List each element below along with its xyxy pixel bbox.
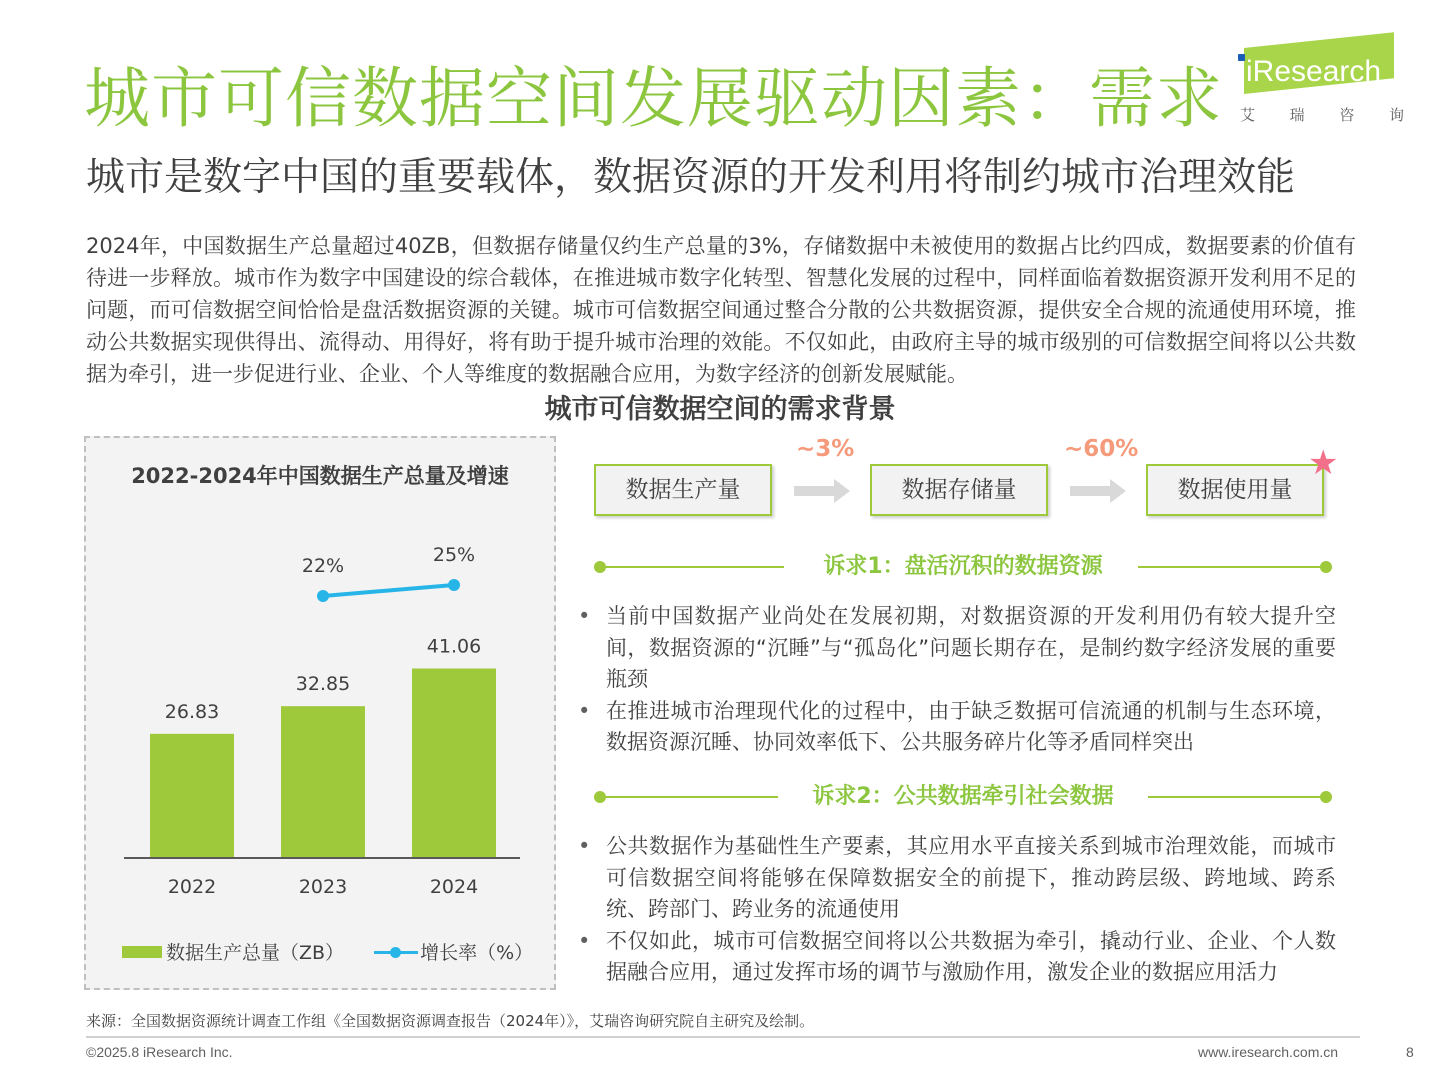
intro-paragraph: 2024年，中国数据生产总量超过40ZB，但数据存储量仅约生产总量的3%，存储数据中未被使用的数据占比约四成，数据要素的价值有待进一步释放。城市作为数字中国建设的综合载体，在推进城市数字化转型、智慧化发展的过程中，同样面临着数据资源开发利用不足的问题，而可信数据空间恰恰是盘活数据资源的关键。城市可信数据空间通过整合分散的公共数据资源，提供安全合规的流通使用环境，推动公共数据实现供得出、流得动、用得好，将有助于提升城市治理的效能。不仅如此，由政府主导的城市级别的可信数据空间将以公共数据为牵引，进一步促进行业、企业、个人等维度的数据融合应用，为数字经济的创新发展赋能。 <box>86 234 1356 386</box>
legend-line-label: 增长率（%） <box>420 942 534 964</box>
right-arrow-icon <box>1070 479 1126 503</box>
flow-box-storage: 数据存储量 <box>870 464 1048 516</box>
x-tick-label: 2023 <box>298 876 348 898</box>
logo-sub-char: 艾 <box>1240 106 1256 124</box>
logo-sub-char: 询 <box>1388 106 1404 124</box>
footer-divider <box>86 1036 1360 1038</box>
bullet-text: 在推进城市治理现代化的过程中，由于缺乏数据可信流通的机制与生态环境，数据资源沉睡、协同效率低下、公共服务碎片化等矛盾同样突出 <box>606 698 1336 754</box>
section1-heading: 诉求1：盘活沉积的数据资源 <box>823 554 1103 579</box>
list-item <box>576 831 1336 926</box>
logo-text: iResearch <box>1246 55 1382 88</box>
bar-value-label: 41.06 <box>426 635 482 658</box>
logo-sub-char: 瑞 <box>1289 106 1305 124</box>
source-note: 来源：全国数据资源统计调查工作组《全国数据资源调查报告（2024年）》，艾瑞咨询研究院自主研究及绘制。 <box>86 1012 815 1030</box>
x-tick-label: 2024 <box>429 876 479 898</box>
chart-title: 2022-2024年中国数据生产总量及增速 <box>131 464 509 488</box>
section2-bullets <box>576 831 1336 989</box>
page-number: 8 <box>1406 1044 1414 1060</box>
logo-subtitle <box>1240 104 1404 125</box>
bullet-text: 公共数据作为基础性生产要素，其应用水平直接关系到城市治理效能，而城市可信数据空间将能够在保障数据安全的前提下，推动跨层级、跨地域、跨系统、跨部门、跨业务的流通使用 <box>606 834 1336 921</box>
copyright: ©2025.8 iResearch Inc. <box>86 1044 233 1060</box>
bullet-mark: • <box>578 928 591 953</box>
bar <box>412 669 496 858</box>
legend-bar-label: 数据生产总量（ZB） <box>166 942 345 964</box>
bar <box>150 734 234 857</box>
flow-box-production: 数据生产量 <box>594 464 772 516</box>
list-item <box>576 601 1336 696</box>
bar <box>281 706 365 857</box>
x-tick-label: 2022 <box>167 876 217 898</box>
bullet-mark: • <box>578 604 591 628</box>
legend-bar-swatch <box>122 946 162 958</box>
bar-value-label: 32.85 <box>295 673 351 696</box>
logo-i-dot-icon <box>1238 54 1245 61</box>
growth-line <box>323 585 454 596</box>
chart-panel <box>84 436 556 990</box>
website-link[interactable]: www.iresearch.com.cn <box>1198 1044 1339 1060</box>
growth-value-label: 25% <box>432 544 476 566</box>
section1-header <box>594 552 1332 582</box>
bar-value-label: 26.83 <box>164 700 220 723</box>
diagram-title: 城市可信数据空间的需求背景 <box>544 394 896 425</box>
chart-legend <box>122 938 533 965</box>
page-title: 城市可信数据空间发展驱动因素：需求 <box>84 60 1223 137</box>
growth-point <box>317 590 329 602</box>
list-item <box>576 696 1336 759</box>
usage-ratio-label: ~60% <box>1064 436 1139 462</box>
bullet-mark: • <box>578 834 591 858</box>
data-production-chart <box>86 438 554 988</box>
storage-ratio-label: ~3% <box>796 436 855 462</box>
section2-heading: 诉求2：公共数据牵引社会数据 <box>812 784 1114 809</box>
growth-value-label: 22% <box>301 555 345 577</box>
flow-box-usage: 数据使用量 <box>1146 464 1324 516</box>
section1-bullets <box>576 601 1336 759</box>
star-icon: ★ <box>1308 443 1339 483</box>
iresearch-logo <box>1236 44 1406 134</box>
right-arrow-icon <box>794 479 850 503</box>
bullet-text: 不仅如此，城市可信数据空间将以公共数据为牵引，撬动行业、企业、个人数据融合应用，通过发挥市场的调节与激励作用，激发企业的数据应用活力 <box>606 928 1336 984</box>
legend-line-swatch <box>374 946 418 958</box>
logo-sub-char: 咨 <box>1339 106 1355 124</box>
bullet-text: 当前中国数据产业尚处在发展初期，对数据资源的开发利用仍有较大提升空间，数据资源的“沉睡”与“孤岛化”问题长期存在，是制约数字经济发展的重要瓶颈 <box>606 604 1336 691</box>
section2-header <box>594 782 1332 812</box>
list-item <box>576 926 1336 989</box>
growth-point <box>448 579 460 591</box>
bullet-mark: • <box>578 698 591 723</box>
page-subtitle: 城市是数字中国的重要载体，数据资源的开发利用将制约城市治理效能 <box>86 155 1296 200</box>
